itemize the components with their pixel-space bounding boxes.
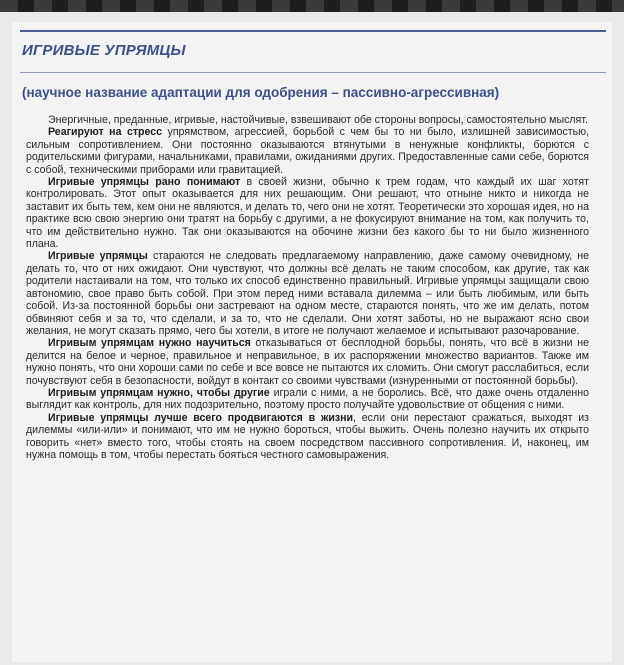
paragraph-2 (26, 126, 589, 176)
document-body (26, 114, 589, 461)
paragraph-text: играли с ними, а не боролись. Всё, что даже очень отдаленно выглядит как контроль, для них подозрительно, поэтому просто получайте удовольствие от общения с ними. (26, 386, 590, 412)
paragraph-lead: Игривые упрямцы (48, 250, 148, 263)
paragraph-lead: Реагируют на стресс (48, 126, 163, 139)
paragraph-1 (26, 114, 589, 126)
paragraph-5 (26, 337, 589, 387)
document-title: ИГРИВЫЕ УПРЯМЦЫ (22, 42, 186, 59)
top-dark-strip (0, 0, 624, 12)
paragraph-lead: Игривые упрямцы рано понимают (48, 176, 241, 189)
title-bottom-rule (20, 72, 606, 73)
paragraph-7 (26, 412, 589, 462)
document-subtitle: (научное название адаптации для одобрения – пассивно-агрессивная) (22, 85, 500, 100)
paragraph-text: в своей жизни, обычно к трем годам, что каждый их шаг хотят контролировать. Этот опыт оказывается для них решающим. Они решают, что отныне никто и никогда не заставит их быть тем, кем они не являются, и делать то, чего они не хотят. Теоретически это хорошая идея, но на практике всю свою энергию они тратят на борьбу с другими, а не фокусируют внимание на том, как получить то, что им действительно нужно. Так они оказываются на обочине жизни без какого бы то ни было жизненного плана. (26, 176, 589, 251)
paragraph-lead: Игривым упрямцам нужно научиться (48, 337, 251, 350)
title-top-rule (20, 30, 606, 32)
paragraph-text: отказываться от бесплодной борьбы, понять, что всё в жизни не делится на белое и черное, правильное и неправильное, в их распоряжении множество вариантов. Также им нужно понять, что они хороши сами по себе и все вовсе не пытаются их сломить. Они смогут расслабиться, если почувствуют себя в безопасности, войдут в контакт со своими чувствами (изнуренными от постоянной борьбы). (26, 337, 589, 387)
paragraph-text: упрямством, агрессией, борьбой с чем бы то ни было, излишней зависимостью, сильным сопротивлением. Они постоянно оказываются втянутыми в ненужные конфликты, борются с родительскими фигурами, начальниками, правилами, ожиданиями других. Предоставленные сами себе, борются с собой, техническими приборами или гравитацией. (26, 126, 589, 176)
paragraph-3 (26, 176, 589, 250)
paragraph-text: стараются не следовать предлагаемому направлению, даже самому очевидному, не делать то, что от них ожидают. Они чувствуют, что должны всё делать не таким способом, как другие, так как родители настаивали на том, что только их способ единственно правильный. Игривые упрямцы защищали свою автономию, свое право быть собой. При этом перед ними вставала дилемма – или быть любимым, или быть собой. Из-за постоянной борьбы они застревают на одном месте, стараются понять, что же им делать, потом обвиняют себя и за то, что сделали, и за то, что не сделали. Они хотят заботы, но не выражают ясно свои желания, не могут сказать прямо, чего бы хотели, в итоге не получают желаемое и испытывают разочарование. (26, 250, 589, 337)
paragraph-6 (26, 387, 589, 412)
paragraph-lead: Игривые упрямцы лучше всего продвигаются в жизни (48, 411, 354, 424)
paragraph-text: Энергичные, преданные, игривые, настойчивые, взвешивают обе стороны вопросы, самостоятельно мыслят. (48, 114, 588, 126)
paragraph-lead: Игривым упрямцам нужно, чтобы другие (48, 386, 270, 399)
paragraph-text: , если они перестают сражаться, выходят из дилеммы «или-или» и понимают, что им не нужно бороться, чтобы выжить. Очень полезно научить их открыто говорить «нет» вместо того, чтобы стоять на своем посредством пассивного сопротивления. И, наконец, им нужна помощь в том, чтобы перестать бояться честного самовыражения. (26, 411, 590, 461)
paragraph-4 (26, 250, 589, 337)
